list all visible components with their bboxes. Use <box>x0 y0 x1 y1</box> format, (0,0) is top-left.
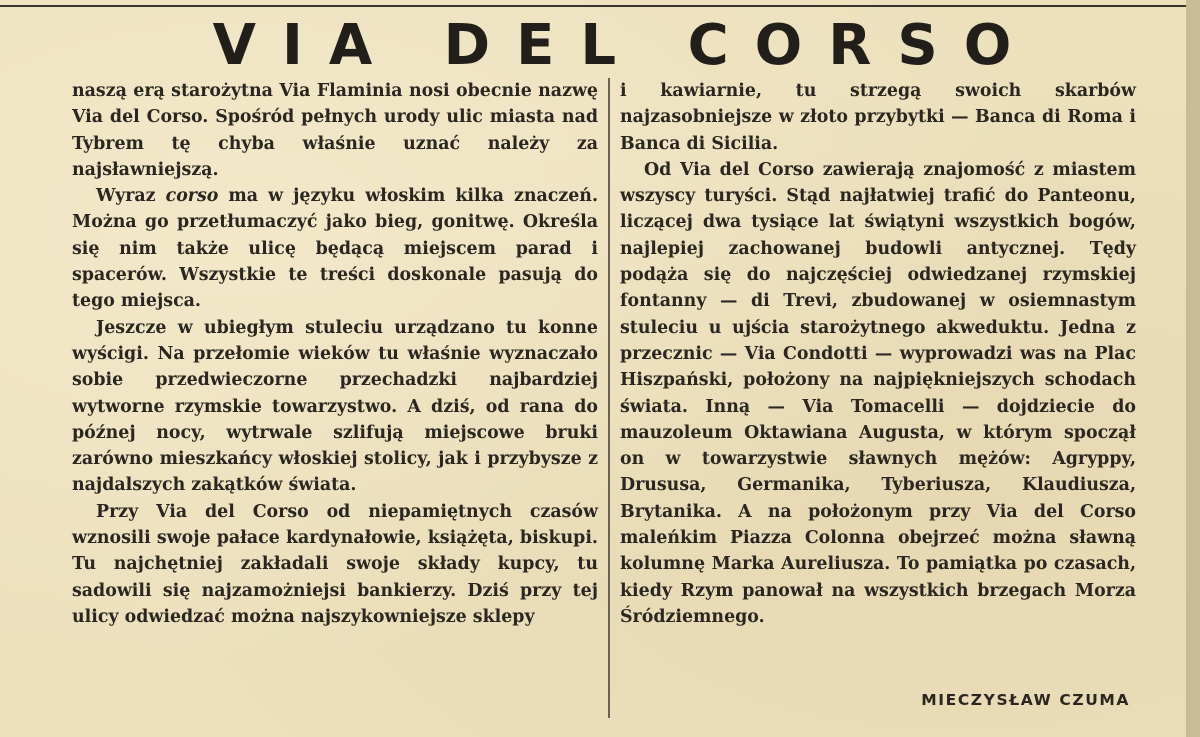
left-paragraph-2-start: Wyraz <box>96 186 166 207</box>
left-paragraph-2 <box>72 183 598 314</box>
left-paragraph-3: Jeszcze w ubiegłym stuleciu urządzano tu konne wyścigi. Na przełomie wieków tu właśnie wyznaczało sobie przedwieczorne przechadzki najbardziej wytworne rzymskie towarzystwo. A dziś, od rana do późnej nocy, wytrwale szlifują miejscowe bruki zarówno mieszkańcy włoskiej stolicy, jak i przybysze z najdalszych zakątków świata. <box>72 317 598 496</box>
left-paragraph-2-end: ma w języku włoskim kilka znaczeń. Można go przetłumaczyć jako bieg, gonitwę. Określa się nim także ulicę będącą miejscem parad i spacerów. Wszystkie te treści doskonale pasują do tego miejsca. <box>72 186 598 312</box>
top-rule <box>0 5 1188 7</box>
right-column <box>620 78 1136 630</box>
right-paragraph-2: Od Via del Corso zawierają znajomość z miastem wszyscy turyści. Stąd najłatwiej trafić do Panteonu, liczącej dwa tysiące lat świątyni wszystkich bogów, najlepiej zachowanej budowli antycznej. Tędy podąża się do najczęściej odwiedzanej rzymskiej fontanny — di Trevi, zbudowanej w osiemnastym stuleciu u ujścia starożytnego akweduktu. Jedna z przecznic — Via Condotti — wyprowadzi was na Plac Hiszpański, położony na najpiękniejszych schodach świata. Inną — Via Tomacelli — dojdziecie do mauzoleum Oktawiana Augusta, w którym spoczął on w towarzystwie sławnych mężów: Agryppy, Drususa, Germanika, Tyberiusza, Klaudiusza, Brytanika. A na położonym przy Via del Corso maleńkim Piazza Colonna obejrzeć można sławną kolumnę Marka Aureliusza. To pamiątka po czasach, kiedy Rzym panował na wszystkich brzegach Morza Śródziemnego. <box>620 159 1136 627</box>
italic-word-corso: corso <box>165 186 219 207</box>
left-paragraph-1: naszą erą starożytna Via Flaminia nosi obecnie nazwę Via del Corso. Spośród pełnych urody ulic miasta nad Tybrem tę chyba właśnie uznać należy za najsławniejszą. <box>72 81 598 180</box>
author-signature: MIECZYSŁAW CZUMA <box>921 691 1130 709</box>
column-divider <box>608 78 610 718</box>
right-paragraph-1: i kawiarnie, tu strzegą swoich skarbów najzasobniejsze w złoto przybytki — Banca di Roma i Banca di Sicilia. <box>620 81 1136 154</box>
left-column <box>72 78 598 630</box>
paper-edge <box>1186 0 1200 737</box>
left-paragraph-4: Przy Via del Corso od niepamiętnych czasów wznosili swoje pałace kardynałowie, książęta, biskupi. Tu najchętniej zakładali swoje składy kupcy, tu sadowili się najzamożniejsi bankierzy. Dziś przy tej ulicy odwiedzać można najszykowniejsze sklepy <box>72 501 598 627</box>
article-title: VIA DEL CORSO <box>212 13 1038 78</box>
